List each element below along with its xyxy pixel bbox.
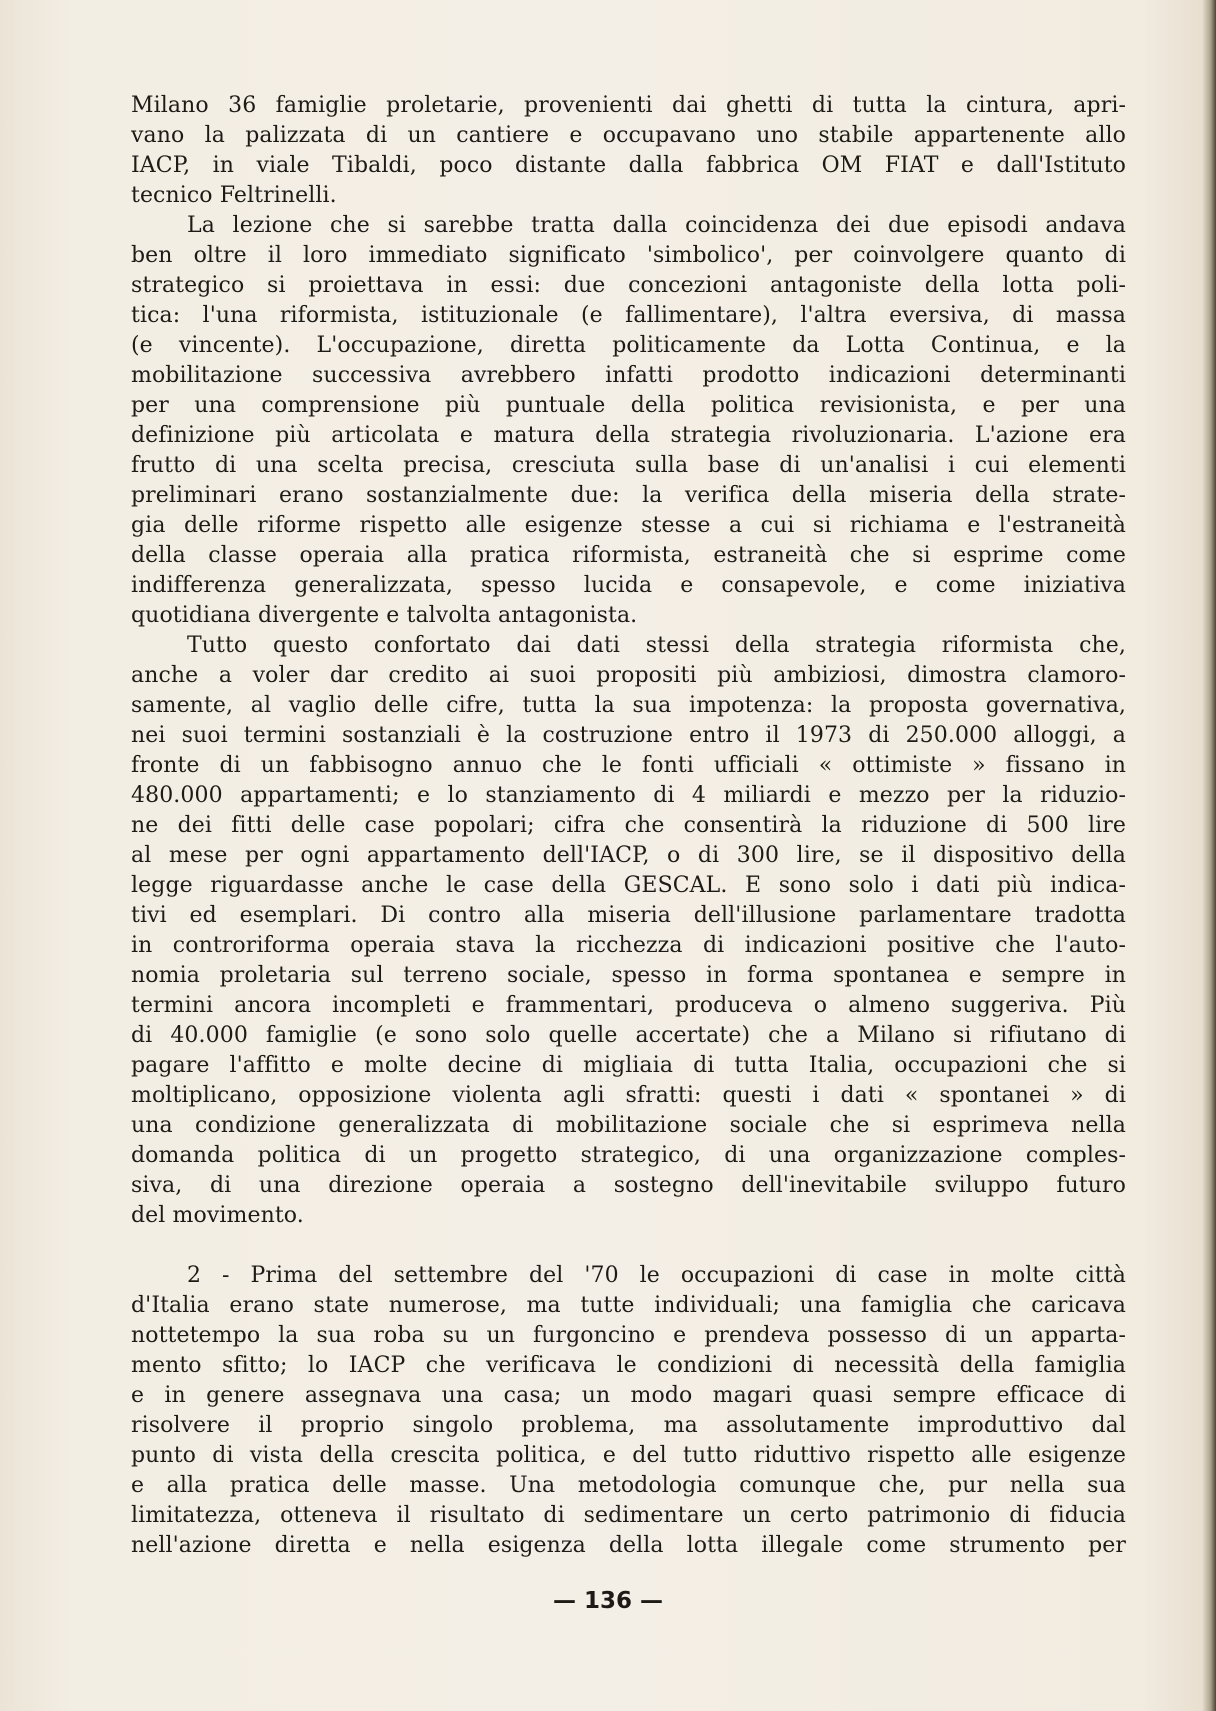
text-line: gia delle riforme rispetto alle esigenze stesse a cui si richiama e l'estraneità bbox=[131, 513, 1126, 538]
text-line: mobilitazione successiva avrebbero infatti prodotto indicazioni determinanti bbox=[131, 363, 1126, 388]
text-line: termini ancora incompleti e frammentari, produceva o almeno suggeriva. Più bbox=[131, 993, 1126, 1018]
text-line: 2 - Prima del settembre del '70 le occupazioni di case in molte città bbox=[187, 1263, 1126, 1288]
text-line: ne dei fitti delle case popolari; cifra che consentirà la riduzione di 500 lire bbox=[131, 813, 1126, 838]
page-edge-shadow bbox=[1202, 0, 1216, 1711]
text-line: una condizione generalizzata di mobilitazione sociale che si esprimeva nella bbox=[131, 1113, 1126, 1138]
text-line: Tutto questo confortato dai dati stessi della strategia riformista che, bbox=[187, 633, 1126, 658]
text-line: d'Italia erano state numerose, ma tutte individuali; una famiglia che caricava bbox=[131, 1293, 1126, 1318]
text-line: definizione più articolata e matura della strategia rivoluzionaria. L'azione era bbox=[131, 423, 1126, 448]
text-line: al mese per ogni appartamento dell'IACP, o di 300 lire, se il dispositivo della bbox=[131, 843, 1126, 868]
text-column-top bbox=[131, 91, 1126, 1231]
text-line: tica: l'una riformista, istituzionale (e fallimentare), l'altra eversiva, di massa bbox=[131, 303, 1126, 328]
text-line: moltiplicano, opposizione violenta agli sfratti: questi i dati « spontanei » di bbox=[131, 1083, 1126, 1108]
text-line: IACP, in viale Tibaldi, poco distante dalla fabbrica OM FIAT e dall'Istituto bbox=[131, 153, 1126, 178]
text-line: strategico si proiettava in essi: due concezioni antagoniste della lotta poli- bbox=[131, 273, 1126, 298]
text-line: indifferenza generalizzata, spesso lucida e consapevole, e come iniziativa bbox=[131, 573, 1126, 598]
text-line: tecnico Feltrinelli. bbox=[131, 183, 337, 208]
text-line: vano la palizzata di un cantiere e occupavano uno stabile appartenente allo bbox=[131, 123, 1126, 148]
text-line: della classe operaia alla pratica riformista, estraneità che si esprime come bbox=[131, 543, 1126, 568]
text-line: tivi ed esemplari. Di contro alla miseria dell'illusione parlamentare tradotta bbox=[131, 903, 1126, 928]
text-line: di 40.000 famiglie (e sono solo quelle accertate) che a Milano si rifiutano di bbox=[131, 1023, 1126, 1048]
text-line: domanda politica di un progetto strategico, di una organizzazione comples- bbox=[131, 1143, 1126, 1168]
text-line: in controriforma operaia stava la ricchezza di indicazioni positive che l'auto- bbox=[131, 933, 1126, 958]
text-line: risolvere il proprio singolo problema, ma assolutamente improduttivo dal bbox=[131, 1413, 1126, 1438]
text-line: pagare l'affitto e molte decine di migliaia di tutta Italia, occupazioni che si bbox=[131, 1053, 1126, 1078]
text-line: siva, di una direzione operaia a sostegno dell'inevitabile sviluppo futuro bbox=[131, 1173, 1126, 1198]
text-line: punto di vista della crescita politica, e del tutto riduttivo rispetto alle esigenze bbox=[131, 1443, 1126, 1468]
text-line: e alla pratica delle masse. Una metodologia comunque che, pur nella sua bbox=[131, 1473, 1126, 1498]
text-line: nottetempo la sua roba su un furgoncino e prendeva possesso di un apparta- bbox=[131, 1323, 1126, 1348]
text-line: anche a voler dar credito ai suoi propositi più ambiziosi, dimostra clamoro- bbox=[131, 663, 1126, 688]
text-line: fronte di un fabbisogno annuo che le fonti ufficiali « ottimiste » fissano in bbox=[131, 753, 1126, 778]
text-line: samente, al vaglio delle cifre, tutta la sua impotenza: la proposta governativa, bbox=[131, 693, 1126, 718]
text-line: nell'azione diretta e nella esigenza della lotta illegale come strumento per bbox=[131, 1533, 1126, 1558]
text-line: e in genere assegnava una casa; un modo magari quasi sempre efficace di bbox=[131, 1383, 1126, 1408]
text-line: del movimento. bbox=[131, 1203, 304, 1228]
text-line: (e vincente). L'occupazione, diretta politicamente da Lotta Continua, e la bbox=[131, 333, 1126, 358]
text-line: quotidiana divergente e talvolta antagonista. bbox=[131, 603, 638, 628]
page-number: — 136 — bbox=[552, 1588, 664, 1614]
text-line: mento sfitto; lo IACP che verificava le condizioni di necessità della famiglia bbox=[131, 1353, 1126, 1378]
text-line: nei suoi termini sostanziali è la costruzione entro il 1973 di 250.000 alloggi, a bbox=[131, 723, 1126, 748]
text-column-bottom bbox=[131, 1261, 1126, 1561]
text-line: limitatezza, otteneva il risultato di sedimentare un certo patrimonio di fiducia bbox=[131, 1503, 1126, 1528]
text-line: ben oltre il loro immediato significato 'simbolico', per coinvolgere quanto di bbox=[131, 243, 1126, 268]
text-line: frutto di una scelta precisa, cresciuta sulla base di un'analisi i cui elementi bbox=[131, 453, 1126, 478]
text-line: 480.000 appartamenti; e lo stanziamento di 4 miliardi e mezzo per la riduzio- bbox=[131, 783, 1126, 808]
text-line: per una comprensione più puntuale della politica revisionista, e per una bbox=[131, 393, 1126, 418]
text-line: legge riguardasse anche le case della GESCAL. E sono solo i dati più indica- bbox=[131, 873, 1126, 898]
text-line: nomia proletaria sul terreno sociale, spesso in forma spontanea e sempre in bbox=[131, 963, 1126, 988]
text-line: Milano 36 famiglie proletarie, provenienti dai ghetti di tutta la cintura, apri- bbox=[131, 93, 1126, 118]
text-line: preliminari erano sostanzialmente due: la verifica della miseria della strate- bbox=[131, 483, 1126, 508]
text-line: La lezione che si sarebbe tratta dalla coincidenza dei due episodi andava bbox=[187, 213, 1126, 238]
